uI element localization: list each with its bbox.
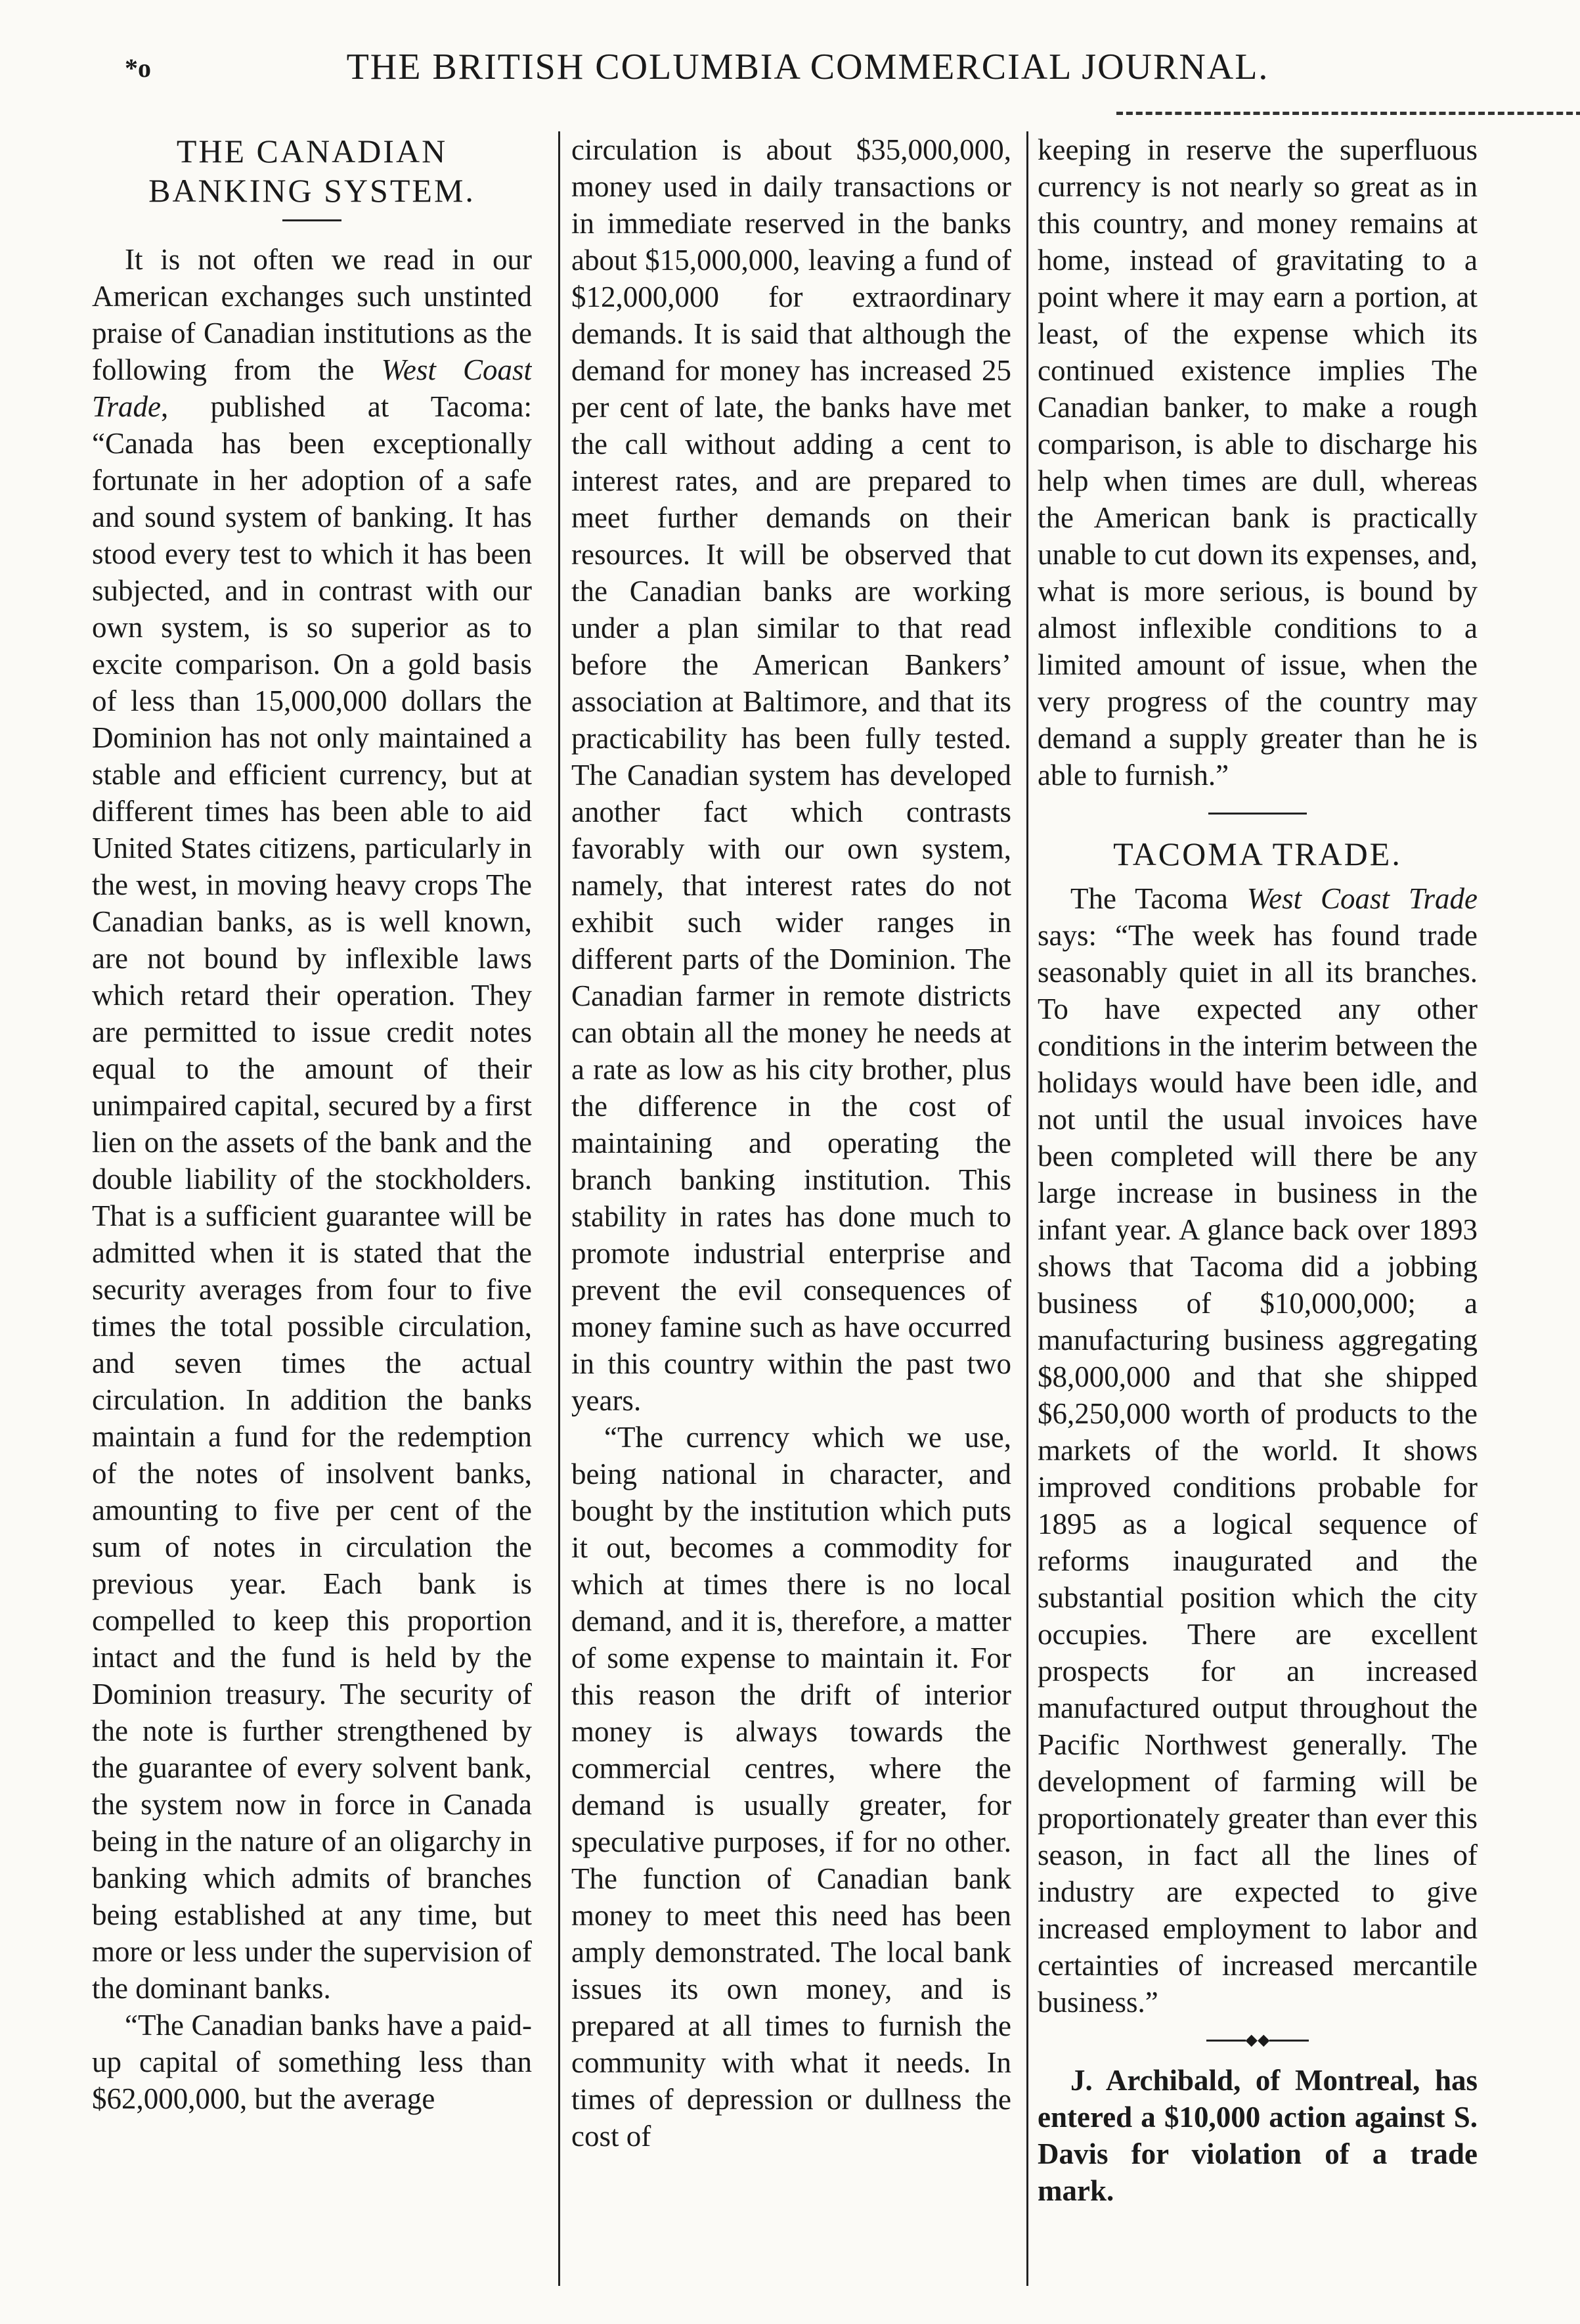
page-number: *o [125,53,151,83]
section-divider: ◆◆ [1038,2030,1478,2050]
column-1 [92,131,532,2279]
tacoma-paragraph-1: The Tacoma West Coast Trade says: “The week has found trade seasonably quiet in all its branches. To have expected any other conditions in the interim between the holidays would have been idle, and not until the usual invoices have been completed will there be any large increase in business in the infant year. A glance back over 1893 shows that Tacoma did a jobbing business of $10,000,000; a manufacturing business aggregating $8,000,000 and that she shipped $6,250,000 worth of products to the markets of the world. It shows improved conditions probable for 1895 as a logical sequence of reforms inaugurated and the substantial position which the city occupies. There are excellent prospects for an increased manufactured output throughout the Pacific Northwest generally. The development of farming will be proportionately greater than ever this season, in fact all the lines of industry are expected to give increased employment to labor and certainties of increased mercantile business.” [1038,882,1478,2019]
banking-paragraph-1: It is not often we read in our American exchanges such unstinted praise of Canadian institutions as the following from the West Coast Trade, published at Tacoma: “Canada has been exceptionally fortunate in her adoption of a safe and sound system of banking. It has stood every test to which it has been subjected, and in contrast with our own system, is so superior as to excite comparison. On a gold basis of less than 15,000,000 dollars the Dominion has not only maintained a stable and efficient currency, but at different times has been able to aid United States citizens, particularly in the west, in moving heavy crops The Canadian banks, as is well known, are not bound by inflexible laws which retard their operation. They are permitted to issue credit notes equal to the amount of their unimpaired capital, secured by a first lien on the assets of the bank and the double liability of the stockholders. That is a sufficient guarantee will be admitted when it is stated that the security averages from four to five times the total possible circulation, and seven times the actual circulation. In addition the banks maintain a fund for the redemption of the notes of insolvent banks, amounting to five per cent of the sum of notes in circulation the previous year. Each bank is compelled to keep this proportion intact and the fund is held by the Dominion treasury. The security of the note is further strengthened by the guarantee of every solvent bank, the system now in force in Canada being in the nature of an oligarchy in banking which admits of branches being established at any time, but more or less under the supervision of the dominant banks. [92,243,532,2005]
banking-paragraph-2-continued: circulation is about $35,000,000, money used in daily transactions or in immediate reserved in the banks about $15,000,000, leaving a fund of $12,000,000 for extraordinary demands. It is said that although the demand for money has increased 25 per cent of late, the banks have met the call without adding a cent to interest rates, and are prepared to meet further demands on their resources. It will be observed that the Canadian banks are working under a plan similar to that read before the American Bankers’ association at Baltimore, and that its practicability has been fully tested. The Canadian system has developed another fact which contrasts favorably with our own system, namely, that interest rates do not exhibit such wider ranges in different parts of the Dominion. The Canadian farmer in remote districts can obtain all the money he needs at a rate as low as his city brother, plus the difference in the cost of maintaining and operating the branch banking institution. This stability in rates has done much to promote industrial enterprise and prevent the evil consequences of money famine such as have occurred in this country within the past two years. [571,133,1011,1417]
column-rule-left [558,131,560,2286]
archibald-notice: J. Archibald, of Montreal, has entered a $10,000 action against S. Davis for violation of a trade mark. [1038,2064,1478,2208]
banking-article-title: THE CANADIAN BANKING SYSTEM. [148,133,475,209]
column-2 [571,131,1011,2279]
banking-paragraph-2: “The Canadian banks have a paid-up capital of something less than $62,000,000, but the average [92,2009,532,2115]
header-rule [1116,112,1580,119]
source-title: West Coast Trade [92,353,532,423]
banking-paragraph-3-continued: keeping in reserve the superfluous currency is not nearly so great as in this country, and money remains at home, instead of gravitating to a point where it may earn a portion, at least, of the expense which its continued existence implies The Canadian banker, to make a rough comparison, is able to discharge his help when times are dull, whereas the American bank is practically unable to cut down its expenses, and, what is more serious, is bound by almost inflexible conditions to a limited amount of issue, when the very progress of the country may demand a supply greater than he is able to furnish.” [1038,133,1478,792]
title-rule [282,219,341,221]
tacoma-article-title: TACOMA TRADE. [1113,836,1402,872]
banking-paragraph-3: “The currency which we use, being national in character, and bought by the institution which puts it out, becomes a commodity for which at times there is no local demand, and it is, therefore, a matter of some expense to maintain it. For this reason the drift of interior money is always towards the commercial centres, where the demand is usually greater, for speculative purposes, if for no other. The function of Canadian bank money to meet this need has been amply demonstrated. The local bank issues its own money, and is prepared at all times to furnish the community with what it needs. In times of depression or dullness the cost of [571,1421,1011,2153]
page-header [105,46,1510,105]
running-head: THE BRITISH COLUMBIA COMMERCIAL JOURNAL. [346,47,1269,87]
source-title: West Coast Trade [1246,882,1478,915]
section-divider [1038,803,1478,822]
column-rule-right [1026,131,1028,2286]
column-3 [1038,131,1478,2279]
